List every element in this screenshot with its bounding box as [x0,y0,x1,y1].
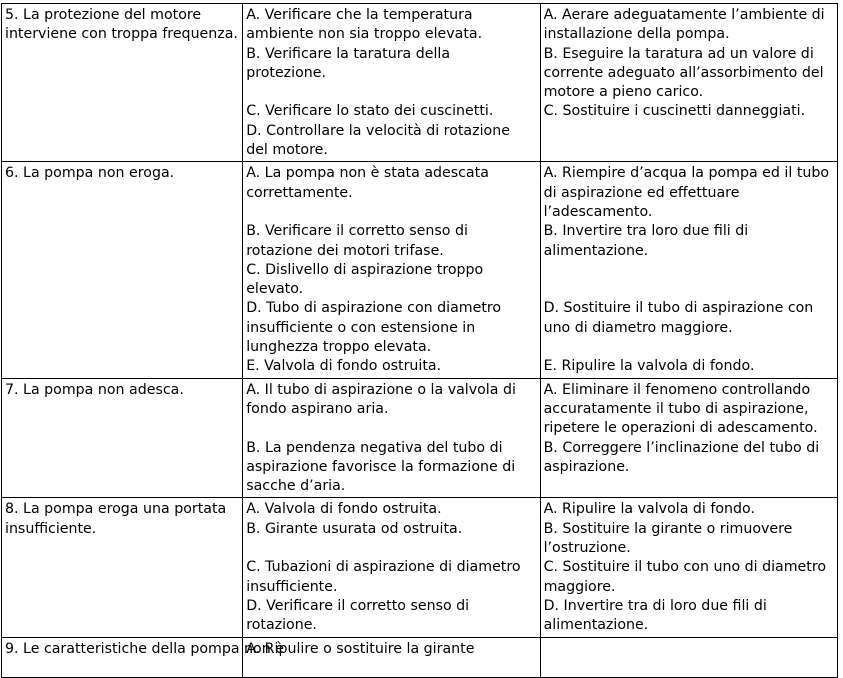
causes-cell-line: protezione. [246,64,326,81]
problem-cell-line: interviene con troppa frequenza. [5,26,238,43]
causes-cell-line: fondo aspirano aria. [246,400,389,417]
causes-cell-line: B. Verificare la taratura della [246,45,451,62]
problem-cell [2,378,243,498]
causes-cell-line: D. Controllare la velocità di rotazione [246,122,510,139]
remedies-cell-line: C. Sostituire il tubo con uno di diametro [543,559,827,576]
causes-cell-line: E. Valvola di fondo ostruita. [246,358,442,375]
causes-cell-line: A. Ripulire o sostituire la girante [246,640,475,657]
remedies-cell-line: uno di diametro maggiore. [543,319,733,336]
remedies-cell [540,378,837,498]
causes-cell-line [246,419,536,438]
remedies-cell-line: E. Ripulire la valvola di fondo. [543,358,755,375]
causes-cell-line: C. Tubazioni di aspirazione di diametro [246,559,521,576]
table-row [2,378,838,498]
remedies-cell [540,498,837,637]
causes-cell-line: B. Girante usurata od ostruita. [246,520,463,537]
causes-cell-line [246,83,536,102]
remedies-cell-line: B. Invertire tra loro due fili di [543,223,749,240]
table-row-partial [2,637,838,677]
problem-cell-line: 8. La pompa eroga una portata [5,501,227,518]
problem-cell-line: insufficiente. [5,520,97,537]
causes-cell-line: lunghezza troppo elevata. [246,339,432,356]
problem-cell [2,162,243,378]
table-row [2,498,838,637]
causes-cell-line: A. La pompa non è stata adescata [246,165,489,182]
problem-cell [2,4,243,162]
remedies-cell-line: accuratamente il tubo di aspirazione, [543,400,809,417]
remedies-cell-line [544,338,834,357]
remedies-cell-line: aspirazione. [543,458,630,475]
causes-cell-line: rotazione dei motori trifase. [246,242,444,259]
remedies-cell-line: corrente adeguato all’assorbimento del [543,64,824,81]
causes-cell-line: D. Tubo di aspirazione con diametro [246,300,502,317]
causes-cell [243,378,540,498]
causes-cell-line: sacche d’aria. [246,478,346,495]
causes-cell-line: A. Il tubo di aspirazione o la valvola di [246,381,516,398]
causes-cell-line: ambiente non sia troppo elevata. [246,26,483,43]
problem-cell [2,498,243,637]
remedies-cell-line: D. Invertire tra di loro due fili di [543,597,767,614]
causes-cell-line: insufficiente. [246,578,338,595]
remedies-cell [540,4,837,162]
remedies-cell-line: C. Sostituire i cuscinetti danneggiati. [543,103,806,120]
causes-cell-line: aspirazione favorisce la formazione di [246,458,516,475]
causes-cell-line: B. Verificare il corretto senso di [246,223,468,240]
causes-cell-line: A. Verificare che la temperatura [246,7,473,23]
remedies-cell-line: B. Eseguire la taratura ad un valore di [543,45,814,62]
causes-cell-line [246,203,536,222]
problem-cell [2,637,284,677]
remedies-cell-line: A. Eliminare il fenomeno controllando [543,381,811,398]
remedies-cell-line: ripetere le operazioni di adescamento. [543,420,818,437]
remedies-cell-line: installazione della pompa. [543,26,730,43]
remedies-cell-line: alimentazione. [543,242,649,259]
causes-cell-line: D. Verificare il corretto senso di [246,597,470,614]
causes-cell-line: C. Verificare lo stato dei cuscinetti. [246,103,494,120]
remedies-cell-line: A. Aerare adeguatamente l’ambiente di [543,7,825,23]
causes-cell-line: B. La pendenza negativa del tubo di [246,439,503,456]
problem-cell-line: 6. La pompa non eroga. [5,165,175,182]
causes-cell-line: del motore. [246,142,328,159]
causes-cell-line: A. Valvola di fondo ostruita. [246,501,442,518]
causes-cell [243,637,540,677]
problem-cell-line: 9. Le caratteristiche della pompa non è [5,640,284,657]
causes-cell [243,498,540,637]
causes-cell-line: insufficiente o con estensione in [246,319,476,336]
remedies-cell-line: di aspirazione ed effettuare [543,184,740,201]
remedies-cell-line [544,640,834,659]
remedies-cell-line [544,280,834,299]
problem-cell-line: 5. La protezione del motore [5,7,202,23]
causes-cell-line: elevato. [246,281,304,298]
problem-cell-line: 7. La pompa non adesca. [5,381,184,398]
table-body [2,4,838,678]
remedies-cell-line: A. Riempire d’acqua la pompa ed il tubo [543,165,830,182]
causes-cell-line: C. Dislivello di aspirazione troppo [246,261,484,278]
remedies-cell-line: B. Sostituire la girante o rimuovere [543,520,793,537]
remedies-cell-line: l’adescamento. [543,203,653,220]
remedies-cell [540,637,837,677]
causes-cell-line: correttamente. [246,184,353,201]
remedies-cell-line: l’ostruzione. [543,540,631,557]
remedies-cell-line [544,261,834,280]
table-row [2,4,838,162]
remedies-cell-line: D. Sostituire il tubo di aspirazione con [543,300,814,317]
remedies-cell-line: alimentazione. [543,617,649,634]
causes-cell [243,4,540,162]
table-row [2,162,838,378]
remedies-cell-line: motore a pieno carico. [543,84,704,101]
remedies-cell-line: A. Ripulire la valvola di fondo. [543,501,755,518]
causes-cell-line: rotazione. [246,617,317,634]
causes-cell-line [246,539,536,558]
causes-cell [243,162,540,378]
remedies-cell-line: maggiore. [543,578,616,595]
remedies-cell-line: B. Correggere l’inclinazione del tubo di [543,439,820,456]
troubleshooting-table [1,3,838,678]
remedies-cell [540,162,837,378]
